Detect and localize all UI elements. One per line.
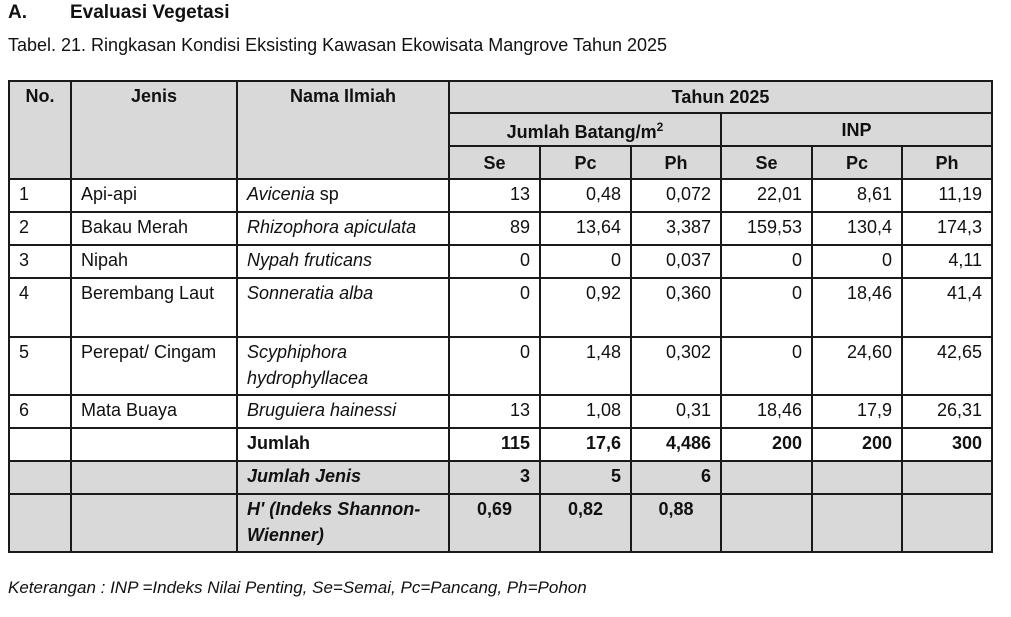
shannon-row bbox=[9, 494, 992, 552]
cell-inp-pc: 130,4 bbox=[812, 212, 902, 245]
cell-nama: Scyphiphora hydrophyllacea bbox=[237, 337, 449, 395]
cell-pc: 1,08 bbox=[540, 395, 631, 428]
cell-se: 0 bbox=[449, 245, 540, 278]
cell-pc: 13,64 bbox=[540, 212, 631, 245]
cell-ph: 3,387 bbox=[631, 212, 721, 245]
cell-jenis: Nipah bbox=[71, 245, 237, 278]
cell-nama: Sonneratia alba bbox=[237, 278, 449, 337]
cell-inp-ph: 42,65 bbox=[902, 337, 992, 395]
cell-ph: 0,302 bbox=[631, 337, 721, 395]
cell-ph: 0,037 bbox=[631, 245, 721, 278]
jumlah-row bbox=[9, 428, 992, 461]
header-ph: Ph bbox=[631, 146, 721, 179]
cell-inp-pc: 24,60 bbox=[812, 337, 902, 395]
cell-nama: Rhizophora apiculata bbox=[237, 212, 449, 245]
cell-no: 5 bbox=[9, 337, 71, 395]
table-footnote: Keterangan : INP =Indeks Nilai Penting, Se=Semai, Pc=Pancang, Ph=Pohon bbox=[8, 578, 587, 597]
header-se: Se bbox=[449, 146, 540, 179]
table-row bbox=[9, 337, 992, 395]
cell-empty bbox=[71, 494, 237, 552]
cell-empty bbox=[721, 461, 812, 494]
header-jumlah-batang bbox=[449, 113, 721, 146]
jumlah-label: Jumlah bbox=[237, 428, 449, 461]
cell-inp-ph: 11,19 bbox=[902, 179, 992, 212]
jumlah-jenis-pc: 5 bbox=[540, 461, 631, 494]
cell-empty bbox=[812, 494, 902, 552]
cell-pc: 0,92 bbox=[540, 278, 631, 337]
header-jumlah-batang-text: Jumlah Batang/m bbox=[506, 122, 657, 142]
header-nama-ilmiah: Nama Ilmiah bbox=[237, 81, 449, 179]
cell-inp-se: 0 bbox=[721, 278, 812, 337]
cell-empty bbox=[71, 428, 237, 461]
cell-jenis: Bakau Merah bbox=[71, 212, 237, 245]
cell-inp-se: 159,53 bbox=[721, 212, 812, 245]
cell-inp-se: 0 bbox=[721, 337, 812, 395]
cell-empty bbox=[9, 428, 71, 461]
cell-no: 6 bbox=[9, 395, 71, 428]
cell-nama: Nypah fruticans bbox=[237, 245, 449, 278]
vegetation-table bbox=[8, 80, 993, 553]
shannon-se: 0,69 bbox=[449, 494, 540, 552]
cell-no: 2 bbox=[9, 212, 71, 245]
table-row bbox=[9, 245, 992, 278]
header-inp: INP bbox=[721, 113, 992, 146]
cell-inp-se: 22,01 bbox=[721, 179, 812, 212]
table-caption: Tabel. 21. Ringkasan Kondisi Eksisting Kawasan Ekowisata Mangrove Tahun 2025 bbox=[8, 35, 668, 55]
header-row-1 bbox=[9, 81, 992, 113]
cell-empty bbox=[812, 461, 902, 494]
cell-nama bbox=[237, 179, 449, 212]
table-row bbox=[9, 179, 992, 212]
jumlah-pc: 17,6 bbox=[540, 428, 631, 461]
cell-nama-italic: Avicenia bbox=[247, 184, 315, 204]
section-letter: A. bbox=[8, 2, 27, 23]
cell-empty bbox=[721, 494, 812, 552]
cell-se: 0 bbox=[449, 337, 540, 395]
cell-ph: 0,31 bbox=[631, 395, 721, 428]
cell-empty bbox=[9, 494, 71, 552]
cell-inp-ph: 26,31 bbox=[902, 395, 992, 428]
header-jumlah-batang-sup: 2 bbox=[656, 120, 664, 134]
table-row bbox=[9, 212, 992, 245]
cell-inp-pc: 17,9 bbox=[812, 395, 902, 428]
header-no: No. bbox=[9, 81, 71, 179]
header-inp-pc: Pc bbox=[812, 146, 902, 179]
cell-inp-se: 18,46 bbox=[721, 395, 812, 428]
cell-empty bbox=[9, 461, 71, 494]
cell-nama-suffix: sp bbox=[314, 184, 339, 204]
table-row bbox=[9, 278, 992, 337]
cell-jenis: Api-api bbox=[71, 179, 237, 212]
cell-inp-ph: 41,4 bbox=[902, 278, 992, 337]
cell-ph: 0,072 bbox=[631, 179, 721, 212]
jumlah-inp-pc: 200 bbox=[812, 428, 902, 461]
jumlah-jenis-label: Jumlah Jenis bbox=[237, 461, 449, 494]
cell-empty bbox=[71, 461, 237, 494]
cell-pc: 0,48 bbox=[540, 179, 631, 212]
cell-no: 3 bbox=[9, 245, 71, 278]
cell-inp-ph: 174,3 bbox=[902, 212, 992, 245]
cell-ph: 0,360 bbox=[631, 278, 721, 337]
jumlah-jenis-se: 3 bbox=[449, 461, 540, 494]
shannon-pc: 0,82 bbox=[540, 494, 631, 552]
jumlah-inp-ph: 300 bbox=[902, 428, 992, 461]
cell-se: 13 bbox=[449, 395, 540, 428]
header-inp-ph: Ph bbox=[902, 146, 992, 179]
header-jenis: Jenis bbox=[71, 81, 237, 179]
cell-empty bbox=[902, 461, 992, 494]
cell-inp-se: 0 bbox=[721, 245, 812, 278]
jumlah-ph: 4,486 bbox=[631, 428, 721, 461]
cell-inp-ph: 4,11 bbox=[902, 245, 992, 278]
cell-empty bbox=[902, 494, 992, 552]
cell-jenis: Perepat/ Cingam bbox=[71, 337, 237, 395]
cell-no: 4 bbox=[9, 278, 71, 337]
section-heading bbox=[8, 2, 230, 24]
jumlah-se: 115 bbox=[449, 428, 540, 461]
cell-jenis: Mata Buaya bbox=[71, 395, 237, 428]
jumlah-inp-se: 200 bbox=[721, 428, 812, 461]
cell-inp-pc: 0 bbox=[812, 245, 902, 278]
section-title: Evaluasi Vegetasi bbox=[70, 2, 230, 23]
table-row bbox=[9, 395, 992, 428]
header-tahun: Tahun 2025 bbox=[449, 81, 992, 113]
header-pc: Pc bbox=[540, 146, 631, 179]
cell-no: 1 bbox=[9, 179, 71, 212]
jumlah-jenis-ph: 6 bbox=[631, 461, 721, 494]
cell-pc: 1,48 bbox=[540, 337, 631, 395]
jumlah-jenis-row bbox=[9, 461, 992, 494]
cell-se: 13 bbox=[449, 179, 540, 212]
cell-nama: Bruguiera hainessi bbox=[237, 395, 449, 428]
cell-inp-pc: 18,46 bbox=[812, 278, 902, 337]
header-inp-se: Se bbox=[721, 146, 812, 179]
cell-se: 0 bbox=[449, 278, 540, 337]
shannon-ph: 0,88 bbox=[631, 494, 721, 552]
cell-inp-pc: 8,61 bbox=[812, 179, 902, 212]
cell-se: 89 bbox=[449, 212, 540, 245]
cell-pc: 0 bbox=[540, 245, 631, 278]
cell-jenis: Berembang Laut bbox=[71, 278, 237, 337]
shannon-label: H' (Indeks Shannon-Wienner) bbox=[237, 494, 449, 552]
